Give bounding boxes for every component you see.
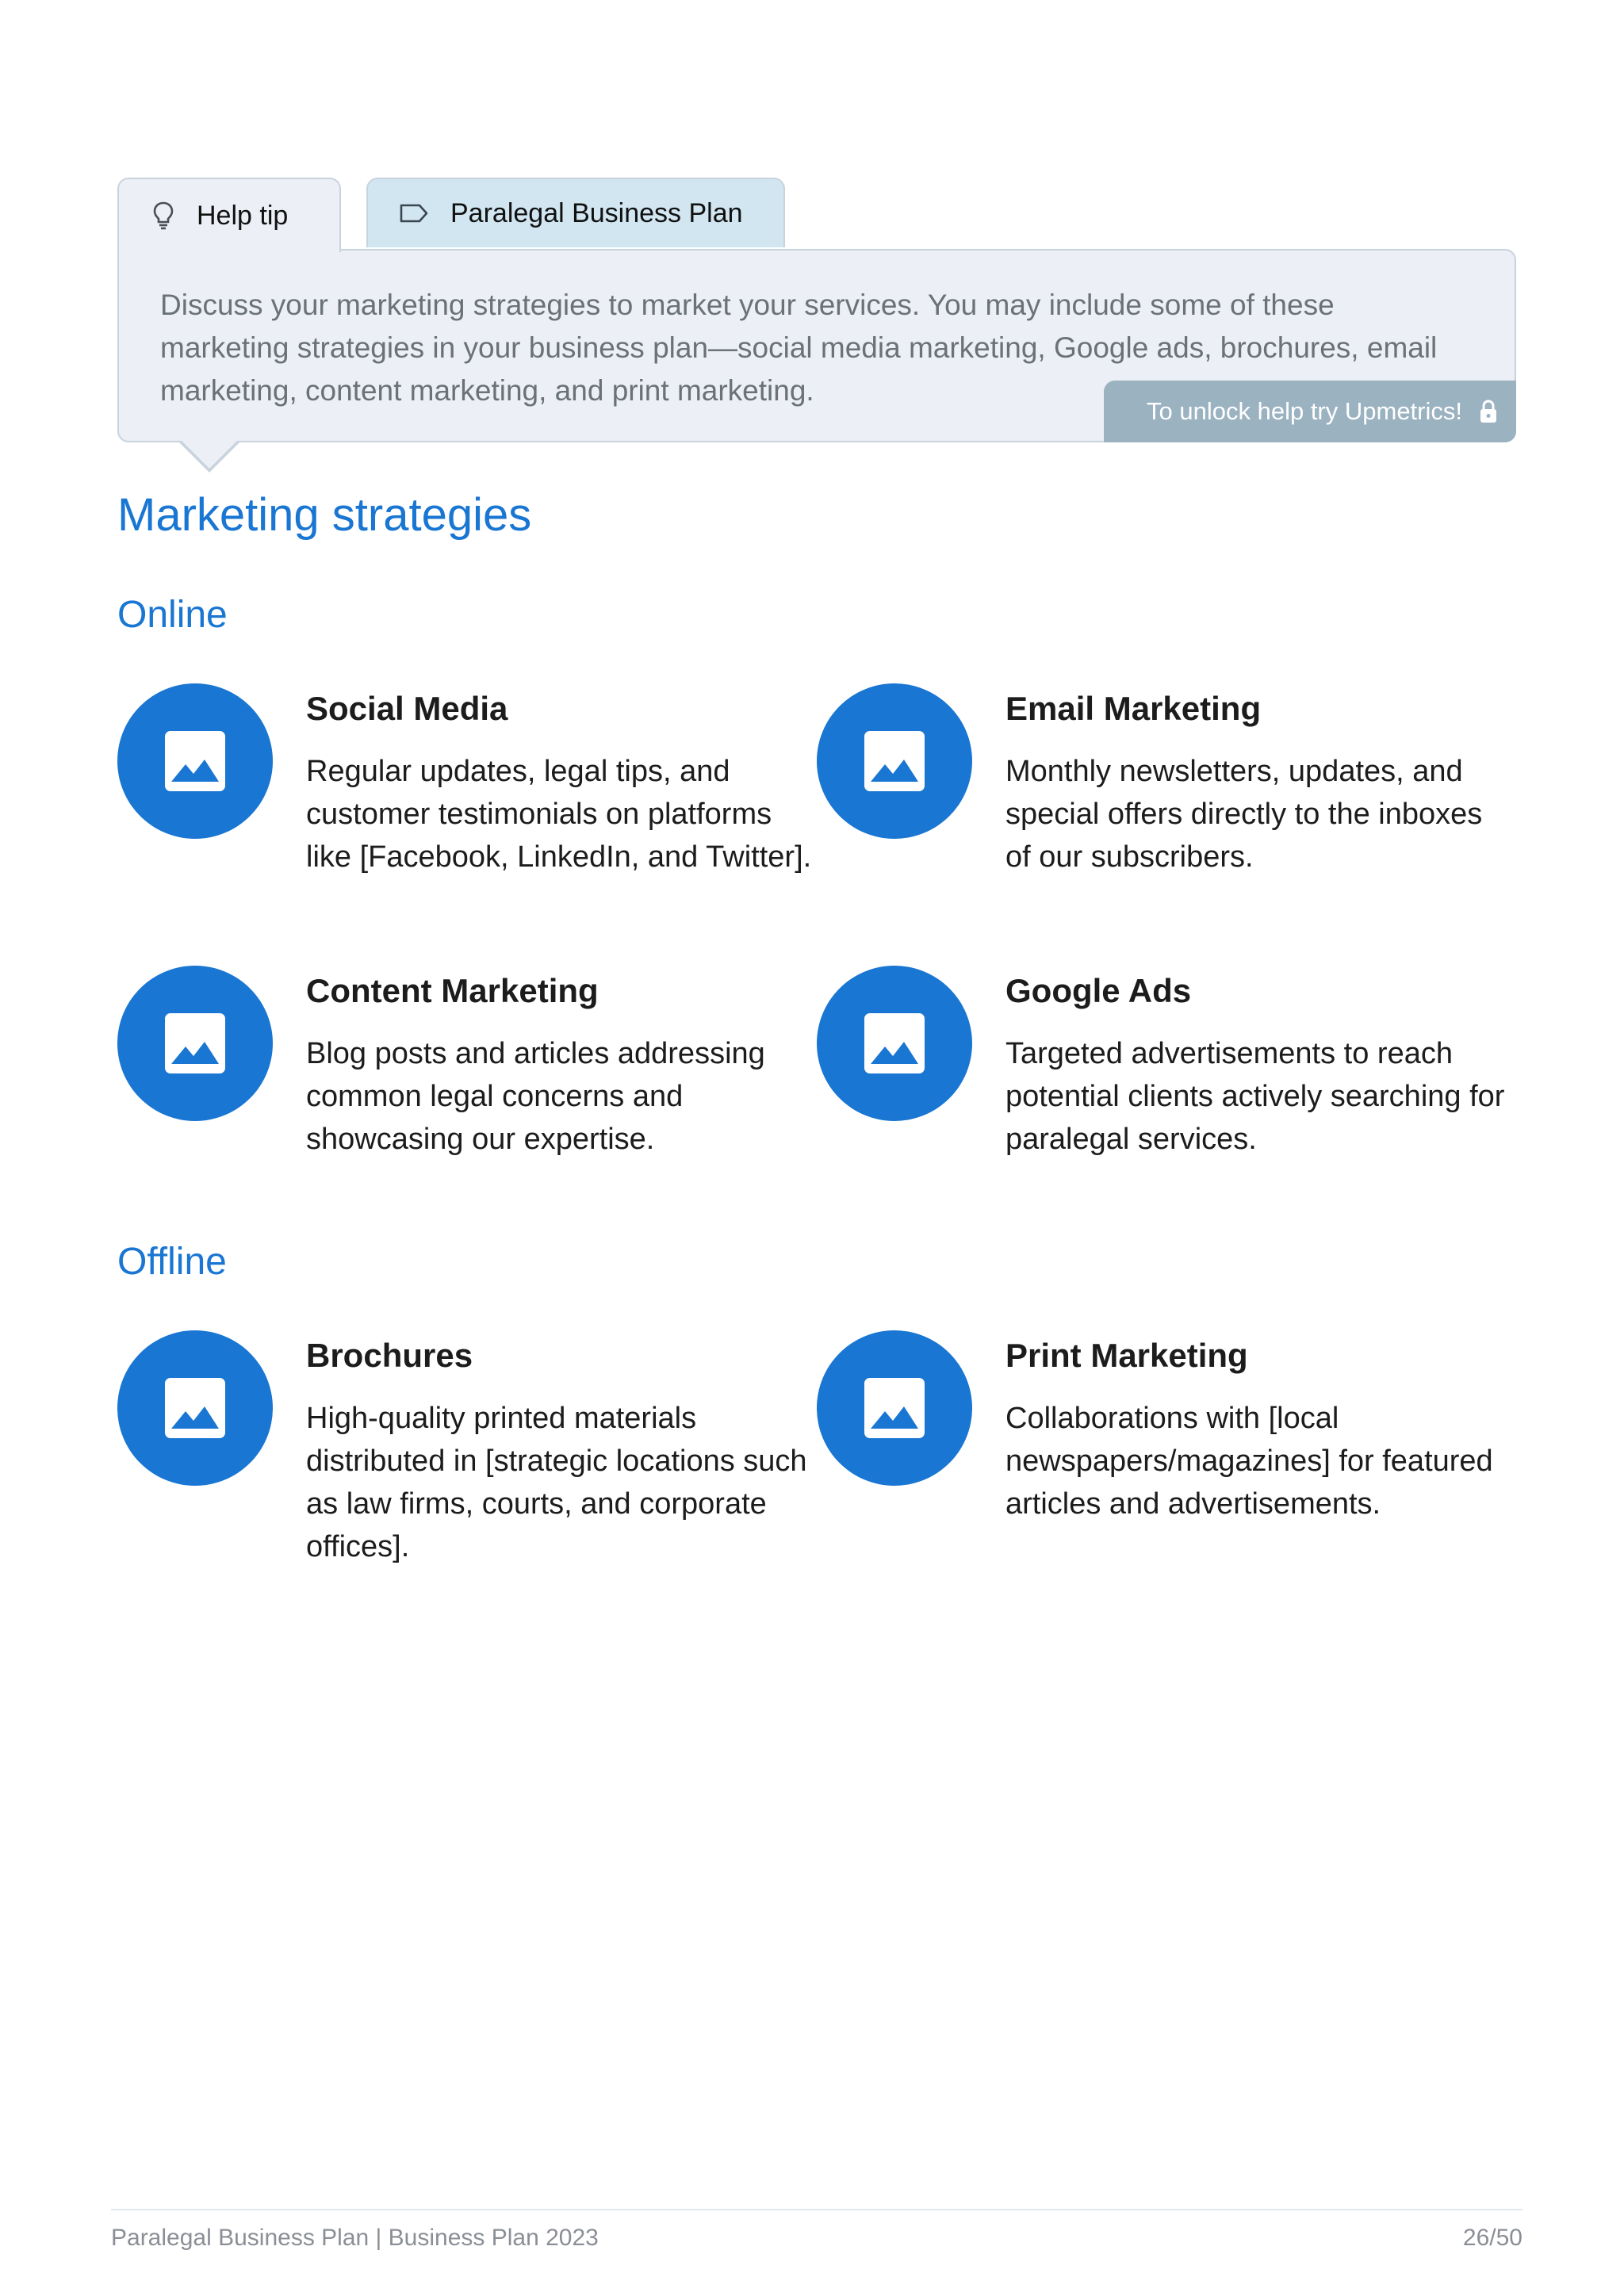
help-tip-box (117, 249, 1516, 442)
lock-icon (1478, 399, 1499, 424)
help-tip-pointer-fill (180, 439, 239, 469)
image-placeholder-icon (117, 966, 273, 1121)
item-description: Collaborations with [local newspapers/magazines] for featured articles and advertisements. (1005, 1402, 1493, 1521)
tab-plan-label: Paralegal Business Plan (450, 197, 743, 228)
unlock-button[interactable] (1104, 381, 1516, 442)
item-description: Blog posts and articles addressing common legal concerns and showcasing our expertise. (306, 1037, 765, 1156)
item-description: Regular updates, legal tips, and customer testimonials on platforms like [Facebook, LinkedIn, and Twitter]. (306, 755, 812, 874)
item-title: Email Marketing (1005, 690, 1262, 727)
page-title: Marketing strategies (117, 489, 532, 541)
item-title: Google Ads (1005, 972, 1192, 1009)
image-placeholder-icon (117, 683, 273, 839)
online-heading: Online (117, 594, 228, 636)
lightbulb-icon (147, 200, 179, 232)
tab-help-tip-label: Help tip (197, 200, 289, 231)
help-tip-text: Discuss your marketing strategies to market your services. You may include some of these marketing strategies in your business plan—social media marketing, Google ads, brochures, email marketing, content marketing, and print marketing. (160, 289, 1438, 407)
item-description: Monthly newsletters, updates, and special offers directly to the inboxes of our subscribers. (1005, 755, 1483, 874)
page-number: 26/50 (1462, 2225, 1522, 2251)
image-placeholder-icon (817, 1330, 972, 1486)
image-placeholder-icon (817, 966, 972, 1121)
item-description: High-quality printed materials distributed in [strategic locations such as law firms, courts, and corporate offices]. (306, 1402, 807, 1563)
item-title: Brochures (306, 1337, 473, 1374)
offline-heading: Offline (117, 1241, 227, 1283)
image-placeholder-icon (817, 683, 972, 839)
unlock-label: To unlock help try Upmetrics! (1147, 397, 1462, 425)
image-placeholder-icon (117, 1330, 273, 1486)
footer-title: Paralegal Business Plan | Business Plan 2023 (111, 2225, 599, 2251)
tab-paralegal-business-plan[interactable] (366, 178, 785, 247)
item-title: Print Marketing (1005, 1337, 1248, 1374)
item-description: Targeted advertisements to reach potential clients actively searching for paralegal services. (1005, 1037, 1505, 1156)
tag-icon (398, 197, 430, 229)
item-title: Content Marketing (306, 972, 599, 1009)
footer-divider (111, 2209, 1522, 2210)
item-title: Social Media (306, 690, 508, 727)
tab-help-tip[interactable] (117, 178, 341, 252)
